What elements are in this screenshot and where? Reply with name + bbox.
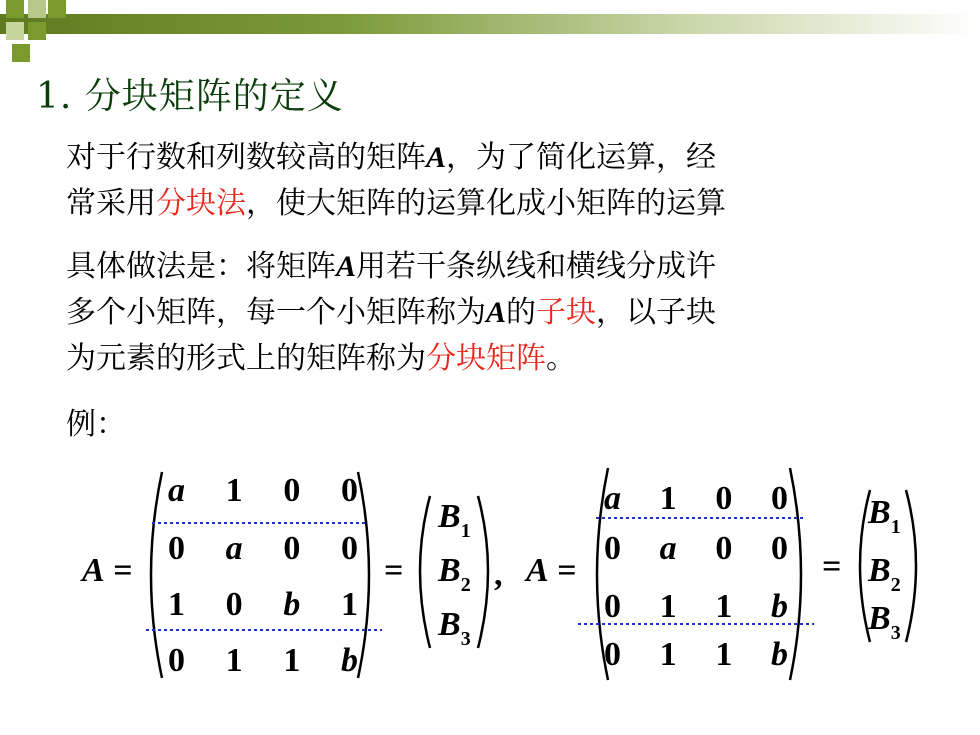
block-entry: $B_2$: [868, 552, 901, 596]
matrix1-equals: =: [384, 552, 404, 589]
matrix-row: 0 1 1 b: [604, 636, 788, 673]
matrix-row: a 1 0 0: [604, 480, 788, 517]
paragraph-line: 为元素的形式上的矩阵称为分块矩阵。: [66, 341, 576, 376]
block-entry: $B_3$: [868, 600, 901, 644]
block-entry: $B_2$: [438, 552, 471, 596]
matrix2-lhs: A =: [526, 552, 577, 589]
matrix1-lhs: A =: [82, 552, 133, 589]
paragraph-line: 多个小矩阵，每一个小矩阵称为A的子块，以子块: [66, 295, 717, 330]
block-entry: $B_1$: [868, 494, 901, 538]
paragraph-line: 常采用分块法，使大矩阵的运算化成小矩阵的运算: [66, 186, 726, 221]
block-entry: $B_1$: [438, 498, 471, 542]
matrix-row: 0 a 0 0: [604, 530, 788, 567]
example-label: 例：: [66, 407, 126, 442]
matrix-row: 0 a 0 0: [168, 530, 358, 567]
slide-title: 1. 分块矩阵的定义: [36, 76, 344, 117]
matrix2-equals: =: [822, 548, 842, 585]
matrix-row: 1 0 b 1: [168, 586, 358, 623]
paragraph-line: 对于行数和列数较高的矩阵A，为了简化运算，经: [66, 140, 717, 175]
term-highlight: 分块矩阵: [426, 341, 546, 376]
term-highlight: 子块: [536, 295, 597, 330]
paragraph-line: 具体做法是：将矩阵A用若干条纵线和横线分成许: [66, 249, 717, 284]
term-highlight: 分块法: [156, 186, 246, 221]
matrix-row: a 1 0 0: [168, 472, 358, 509]
matrix-row: 0 1 1 b: [604, 588, 788, 625]
block-entry: $B_3$: [438, 606, 471, 650]
matrix-row: 0 1 1 b: [168, 642, 358, 679]
separator-comma: ,: [494, 556, 503, 593]
